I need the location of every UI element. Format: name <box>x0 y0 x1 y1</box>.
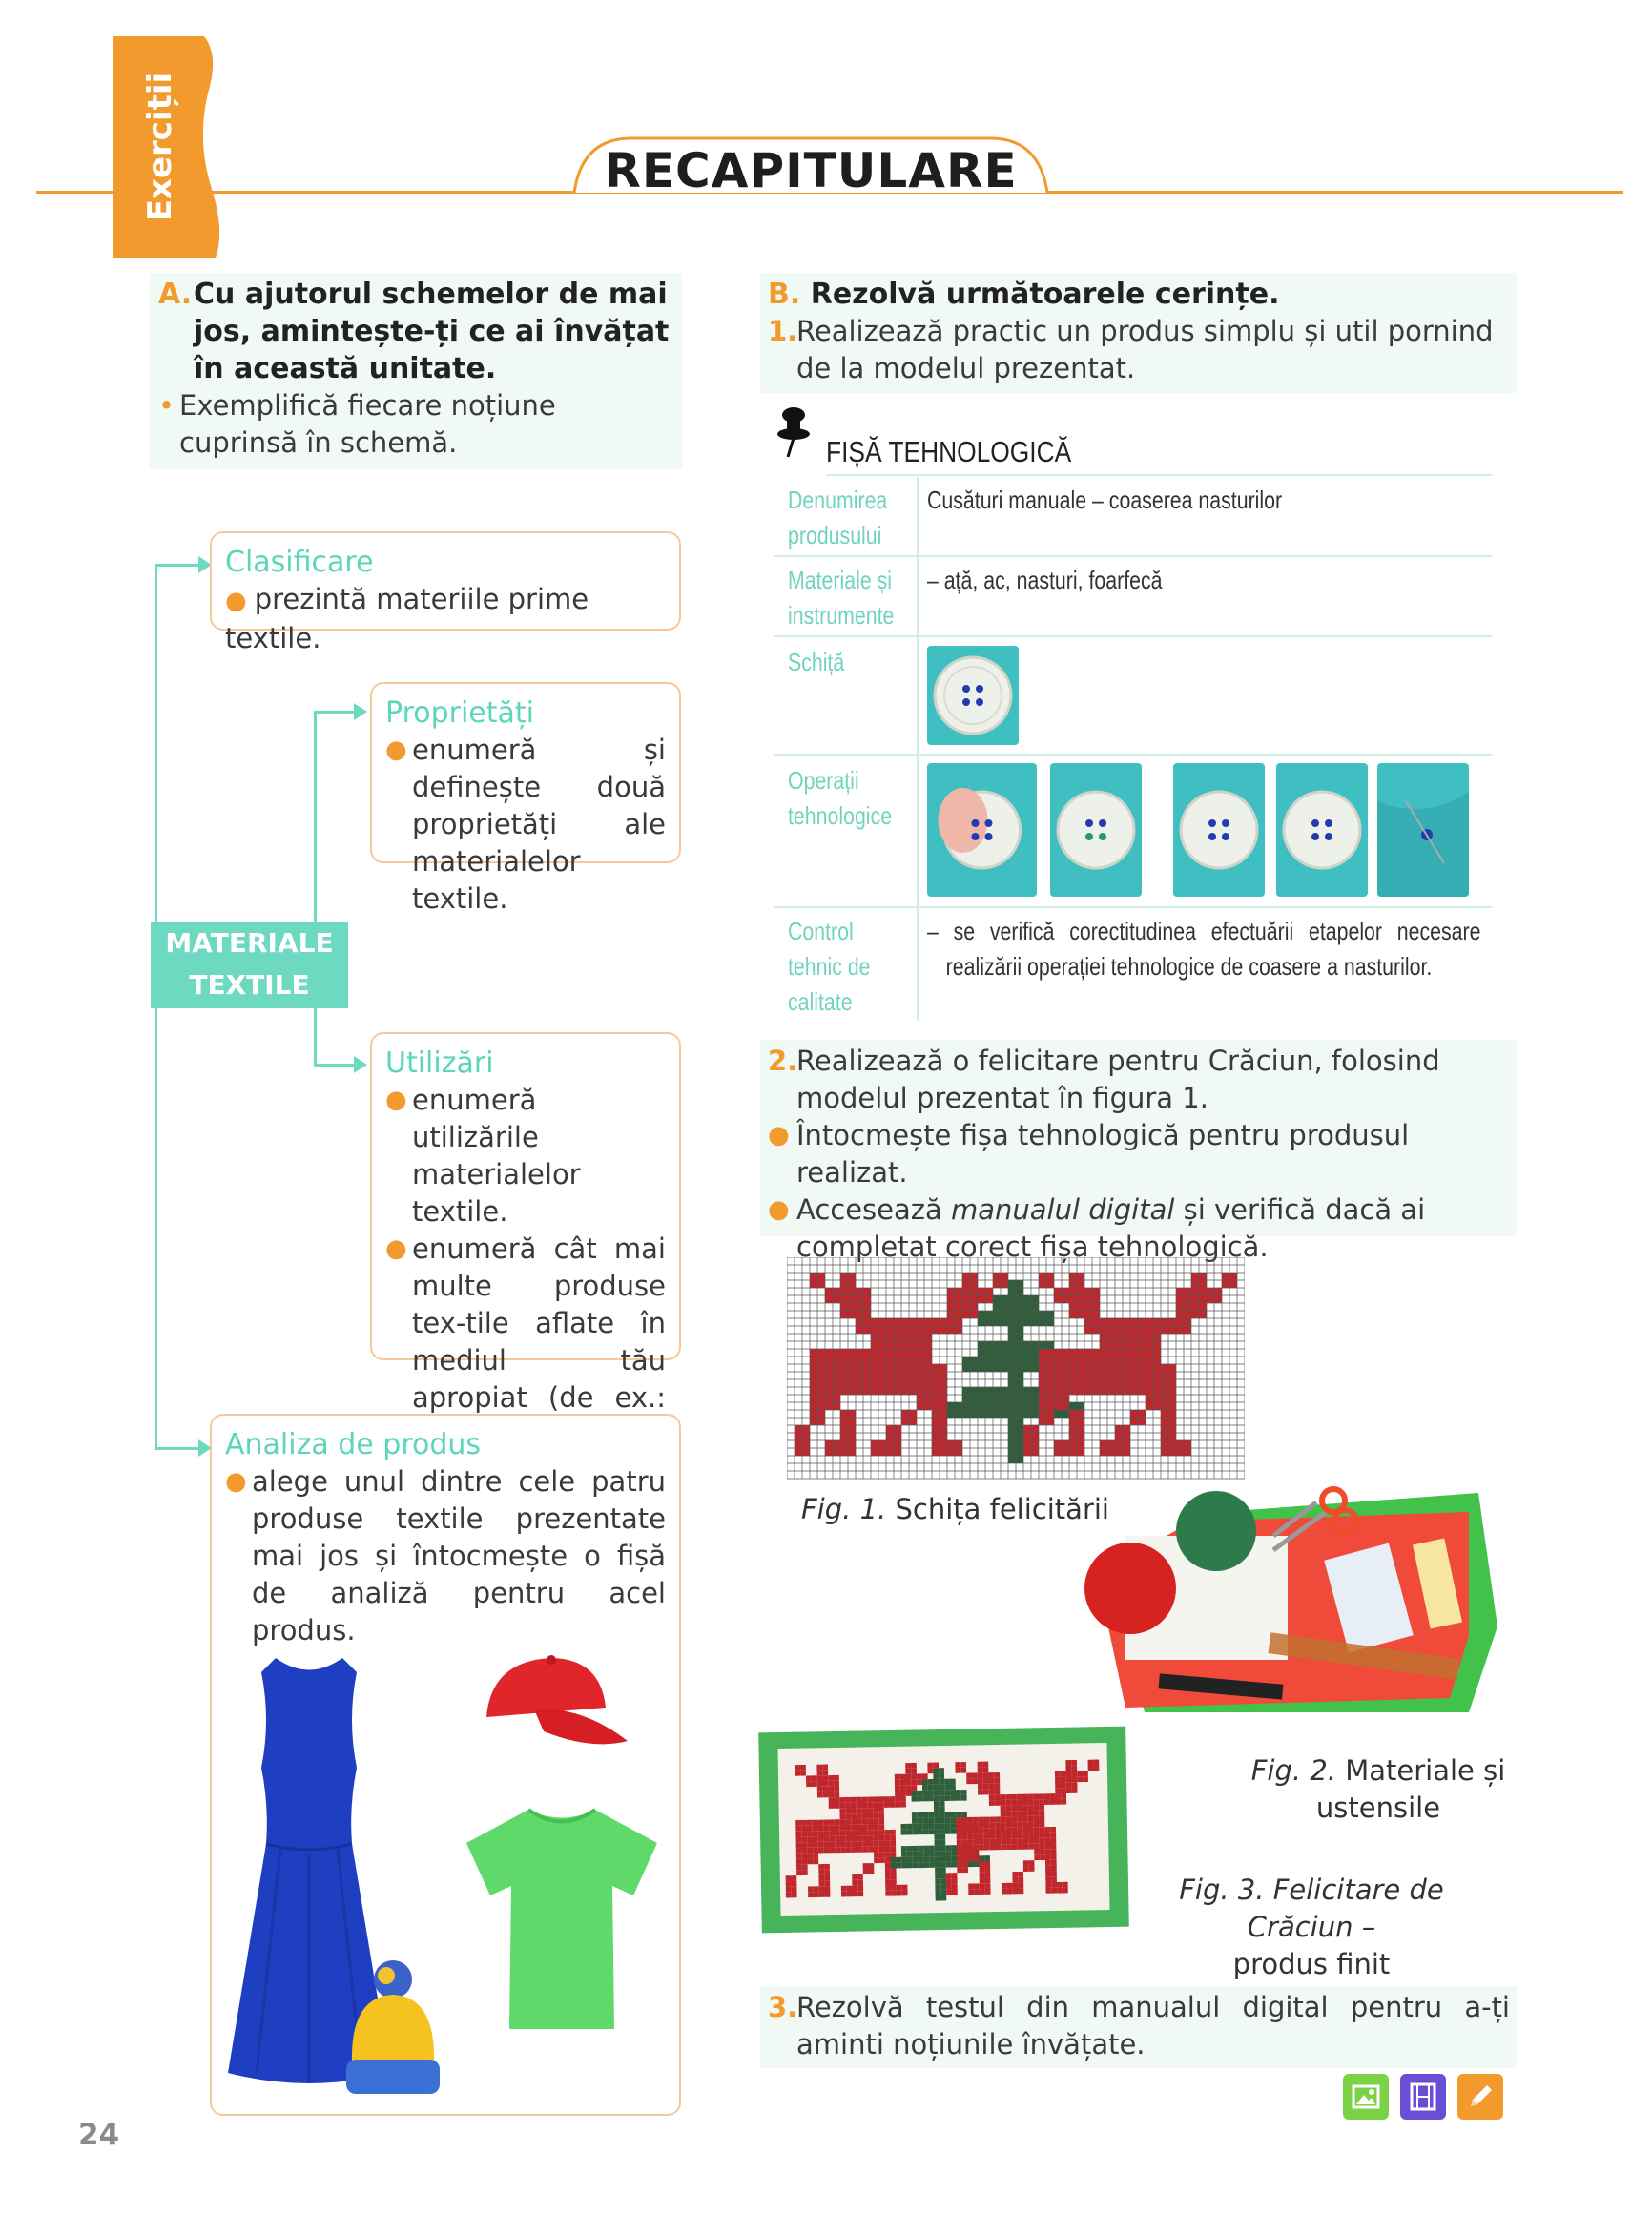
image-gallery-button[interactable] <box>1343 2074 1389 2120</box>
utilizari-item-2-text: enumeră cât mai multe produse tex-tile aflate în mediul tău apropiat (de ex.: <box>412 1232 666 1414</box>
fisa-row-4-label <box>788 763 915 834</box>
fisa-separator <box>774 754 1492 756</box>
bullet-dot: ● <box>385 1234 407 1263</box>
fig1-number: Fig. 1. <box>801 1493 887 1525</box>
arrow-utilizari <box>354 1056 367 1073</box>
clasificare-item <box>225 581 666 657</box>
proprietati-item <box>385 732 666 918</box>
side-tab <box>113 36 225 258</box>
analiza-item <box>225 1463 666 1649</box>
hat-image <box>341 1958 445 2102</box>
fisa-label: Control <box>788 917 854 945</box>
clasificare-item-text: prezintă materiile prime textile. <box>225 583 589 654</box>
fisa-label: calitate <box>788 987 853 1016</box>
bullet-dot: ● <box>768 1121 790 1149</box>
fisa-title-rule <box>826 474 1492 476</box>
tshirt-image <box>462 1805 662 2034</box>
fisa-label: Materiale și <box>788 566 893 594</box>
edit-exercise-button[interactable] <box>1457 2074 1503 2120</box>
cap-image <box>477 1650 630 1755</box>
bullet-dot: • <box>158 389 176 422</box>
task-3-text: Rezolvă testul din manualul digital pentru a-ți aminti noțiunile învățate. <box>796 1991 1510 2061</box>
section-a-letter: A. <box>158 278 193 311</box>
task-2-bullet-1-text: Întocmește fișa tehnologică pentru produsul realizat. <box>796 1119 1410 1189</box>
image-icon <box>1343 2074 1389 2120</box>
task-2-bullet-2-text <box>796 1191 1510 1266</box>
task-2-bullet-2 <box>768 1191 1510 1266</box>
fisa-column-divider <box>917 477 919 1021</box>
section-a-heading: Cu ajutorul schemelor de mai jos, amintește-ți ce ai învățat în această unitate. <box>194 278 670 385</box>
box-proprietati <box>370 682 681 915</box>
fig3-caption <box>1135 1872 1488 1983</box>
fig2-text-1: Materiale și <box>1336 1754 1506 1787</box>
film-icon <box>1400 2074 1446 2120</box>
fig2-text-2: ustensile <box>1315 1791 1441 1824</box>
fisa-row-1-value: Cusături manuale – coaserea nasturilor <box>927 486 1283 514</box>
scheme-line-analiza <box>155 1447 200 1450</box>
page-number: 24 <box>78 2118 120 2152</box>
fig1-text: Schița felicitării <box>886 1493 1109 1525</box>
task-2-number: 2. <box>768 1045 798 1077</box>
scheme-line-inner <box>314 711 317 1064</box>
fisa-label: Denumirea <box>788 486 888 514</box>
analiza-title: Analiza de produs <box>225 1428 482 1461</box>
clasificare-title: Clasificare <box>225 546 374 579</box>
bullet-dot: ● <box>225 1467 247 1496</box>
section-b-title <box>768 276 1279 313</box>
task-1-text: Realizează practic un produs simplu și util pornind de la modelul prezentat. <box>796 315 1494 384</box>
operation-step-image <box>1173 763 1265 897</box>
fig3-card-image <box>758 1727 1129 1934</box>
fisa-row-5-label <box>788 914 889 1020</box>
fisa-separator <box>774 635 1492 637</box>
arrow-proprietati <box>354 703 367 720</box>
fisa-value-line: realizării operației tehnologice de coasere a nasturilor. <box>945 952 1433 981</box>
scheme-center-box <box>151 922 348 1008</box>
proprietati-item-text: enumeră și definește două proprietăți ale materialelor textile. <box>412 734 666 915</box>
fisa-row-2-label <box>788 563 918 633</box>
side-tab-label: Exerciții <box>141 72 179 222</box>
fig3-text-2: produs finit <box>1232 1948 1391 1980</box>
section-a-bullet-text: Exemplifică fiecare noțiune cuprinsă în schemă. <box>179 389 556 459</box>
center-label-1: MATERIALE <box>165 927 334 959</box>
fisa-label: Operații <box>788 766 859 795</box>
operation-step-image <box>1276 763 1368 897</box>
fig3-text-1: Fig. 3. Felicitare de Crăciun – <box>1179 1874 1444 1943</box>
fisa-row-3-label: Schiță <box>788 648 845 676</box>
operation-step-image <box>1050 763 1142 897</box>
section-a-title <box>158 276 675 387</box>
operation-step-image <box>1377 763 1469 897</box>
bullet-dot: ● <box>768 1195 790 1224</box>
utilizari-item-1-text: enumeră utilizările materialelor textile. <box>412 1084 581 1228</box>
proprietati-title: Proprietăți <box>385 696 535 730</box>
task-2-text: Realizează o felicitare pentru Crăciun, folosind modelul prezentat în figura 1. <box>796 1045 1440 1114</box>
task-3-number: 3. <box>768 1991 798 2023</box>
fisa-label: instrumente <box>788 601 895 630</box>
task-2-bullet-2-pre: Accesează <box>796 1193 951 1226</box>
fisa-separator <box>774 906 1492 908</box>
fisa-value-line: – se verifică corectitudinea efectuării etapelor necesare <box>927 917 1481 945</box>
utilizari-item-1 <box>385 1082 666 1231</box>
task-2-bullet-2-post: și verifică dacă ai completat corect fișa tehnologică. <box>796 1193 1426 1263</box>
pencil-icon <box>1457 2074 1503 2120</box>
pushpin-icon <box>774 405 813 458</box>
task-2-bullet-2-em: manualul digital <box>951 1193 1175 1226</box>
box-utilizari <box>370 1032 681 1414</box>
task-2 <box>768 1043 1510 1266</box>
fisa-label: tehnic de <box>788 952 871 981</box>
analiza-item-text: alege unul dintre cele patru produse textile prezentate mai jos și întocmește o fișă de analiză pentru acel produs. <box>252 1465 666 1646</box>
scheme-line-clasificare <box>155 564 200 567</box>
fig2-number: Fig. 2. <box>1250 1754 1336 1787</box>
box-clasificare <box>210 531 681 654</box>
fig1-caption <box>801 1493 1109 1525</box>
utilizari-title: Utilizări <box>385 1046 494 1080</box>
fig2-caption <box>1240 1752 1517 1827</box>
section-b-letter: B. <box>768 278 801 311</box>
page-title: RECAPITULARE <box>604 143 1018 198</box>
center-label-2: TEXTILE <box>189 969 310 1001</box>
fisa-row-1-label <box>788 483 909 553</box>
task-3 <box>768 1989 1510 2063</box>
section-b-heading: Rezolvă următoarele cerințe. <box>810 278 1280 311</box>
bullet-dot: ● <box>385 735 407 764</box>
task-1-number: 1. <box>768 315 798 347</box>
task-1 <box>768 313 1510 387</box>
fisa-row-2-value: – ață, ac, nasturi, foarfecă <box>927 566 1163 594</box>
scheme-line-proprietati <box>314 711 356 714</box>
fisa-row-5-value <box>927 914 1602 984</box>
fig1-pattern-grid <box>787 1257 1245 1481</box>
operation-step-image <box>927 763 1037 897</box>
button-sketch-image <box>927 646 1019 745</box>
video-button[interactable] <box>1400 2074 1446 2120</box>
bullet-dot: ● <box>385 1086 407 1114</box>
task-2-bullet-1 <box>768 1117 1510 1191</box>
fig3-card-pattern <box>777 1743 1109 1916</box>
fisa-label: tehnologice <box>788 801 893 830</box>
bullet-dot: ● <box>225 587 247 615</box>
fig2-materials-image <box>1068 1483 1507 1722</box>
fisa-label: produsului <box>788 521 882 549</box>
task-2-main <box>768 1043 1510 1117</box>
fisa-title: FIȘĂ TEHNOLOGICĂ <box>826 435 1072 468</box>
section-a-bullet <box>158 387 675 462</box>
fisa-separator <box>774 555 1492 557</box>
scheme-line-utilizari <box>314 1064 356 1067</box>
